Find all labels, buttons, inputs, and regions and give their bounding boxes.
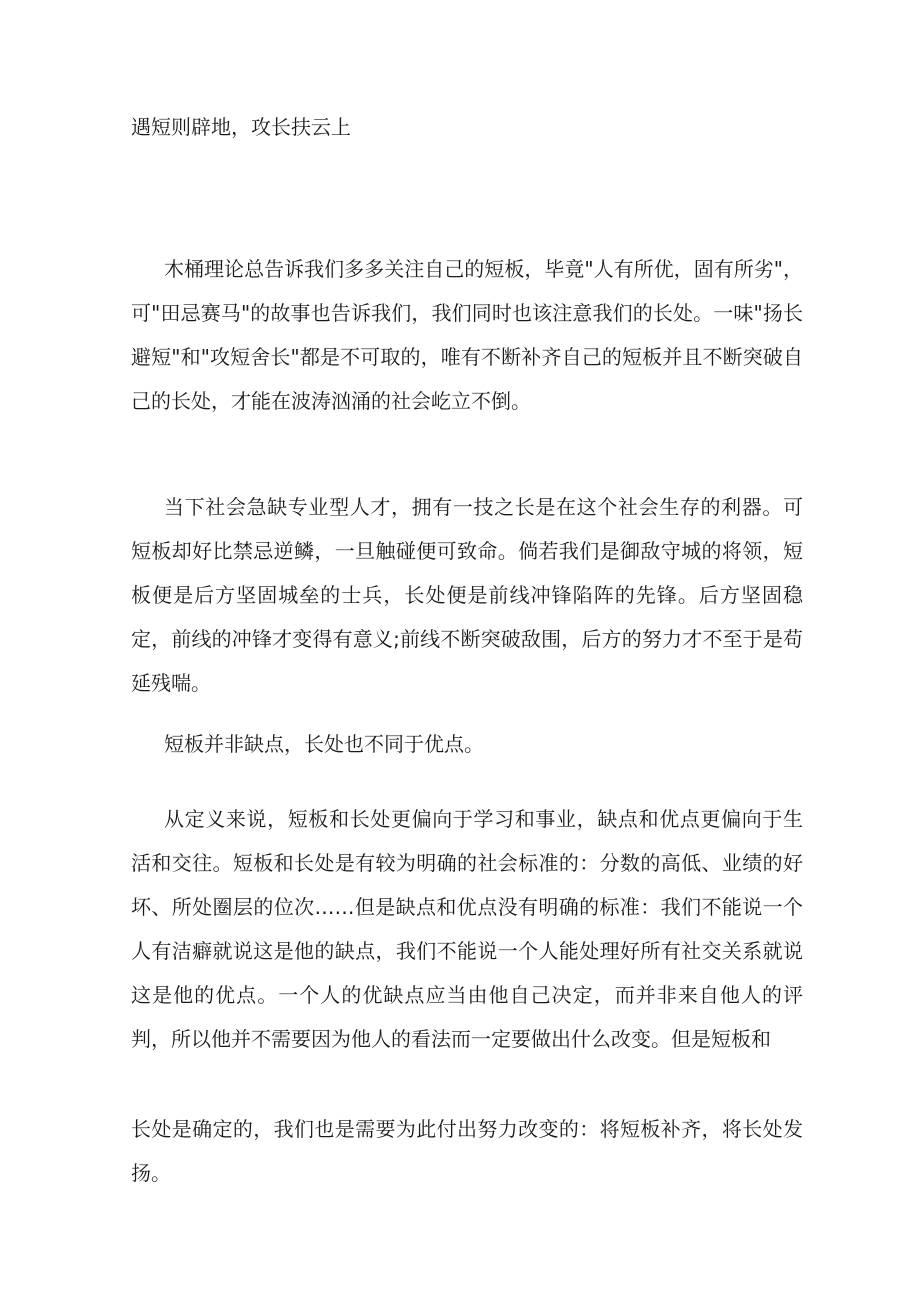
- paragraph-professional-talent: 当下社会急缺专业型人才，拥有一技之长是在这个社会生存的利器。可短板却好比禁忌逆鳞，一旦触碰便可致命。倘若我们是御敌守城的将领，短板便是后方坚固城垒的士兵，长处便是前线冲锋陷阵的先锋。后方坚固稳定，前线的冲锋才变得有意义;前线不断突破敌围，后方的努力才不至于是苟延残喘。: [131, 495, 803, 695]
- document-title: 遇短则辟地，攻长扶云上: [131, 115, 351, 139]
- paragraph-bucket-theory: 木桶理论总告诉我们多多关注自己的短板，毕竟"人有所优，固有所劣"，可"田忌赛马"的故事也告诉我们，我们同时也该注意我们的长处。一味"扬长避短"和"攻短舍长"都是不可取的，唯有不断补齐自己的短板并且不断突破自己的长处，才能在波涛汹涌的社会屹立不倒。: [131, 257, 803, 413]
- paragraph-continuation: 长处是确定的，我们也是需要为此付出努力改变的：将短板补齐，将长处发扬。: [131, 1117, 803, 1185]
- paragraph-definition: 从定义来说，短板和长处更偏向于学习和事业，缺点和优点更偏向于生活和交往。短板和长处是有较为明确的社会标准的：分数的高低、业绩的好坏、所处圈层的位次……但是缺点和优点没有明确的标准：我们不能说一个人有洁癖就说这是他的缺点，我们不能说一个人能处理好所有社交关系就说这是他的优点。一个人的优缺点应当由他自己决定，而并非来自他人的评判，所以他并不需要因为他人的看法而一定要做出什么改变。但是短板和: [131, 807, 803, 1051]
- paragraph-short-not-weakness: 短板并非缺点，长处也不同于优点。: [164, 732, 484, 756]
